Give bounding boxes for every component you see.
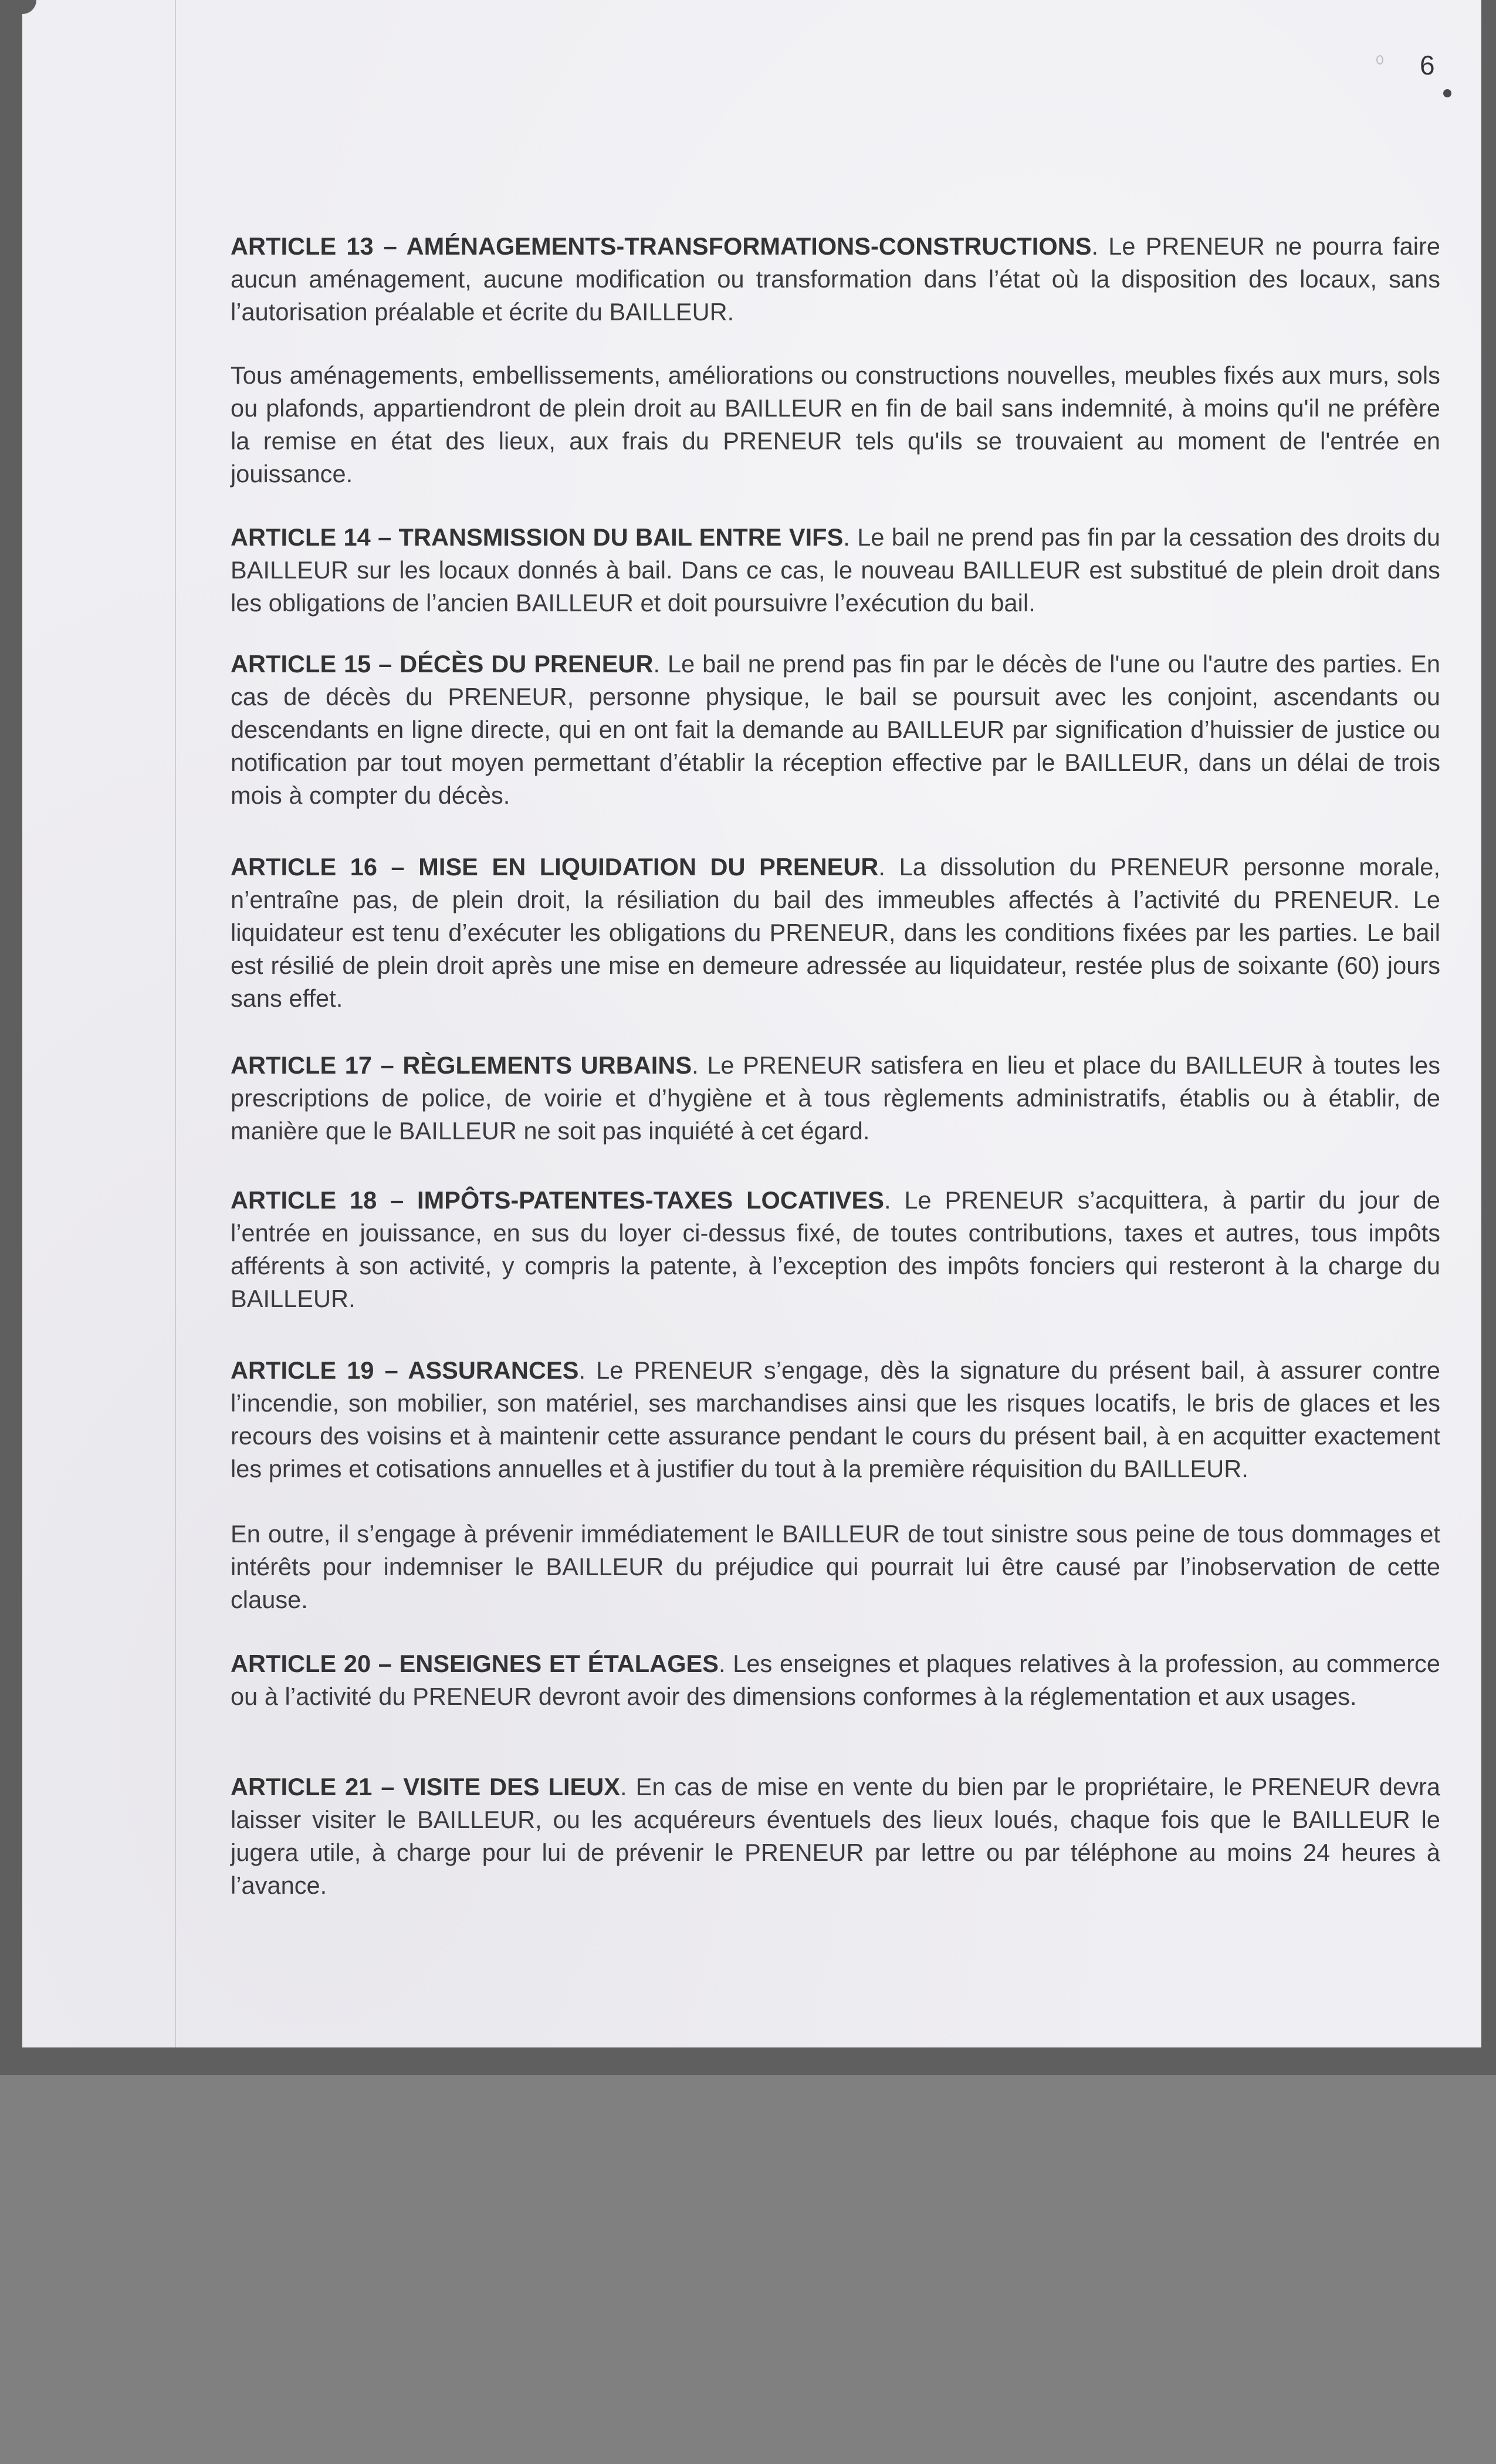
article-heading: ARTICLE 14 – TRANSMISSION DU BAIL ENTRE VIFS	[231, 523, 844, 551]
article-body: . Le PRENEUR s’acquittera, à partir du jour de l’entrée en jouissance, en sus du loyer ci-dessus fixé, de toutes contributions, taxes et autres, tous impôts afférents à son activité, y compris la patente, à l’exception des impôts fonciers qui resteront à la charge du BAILLEUR.	[231, 1186, 1440, 1312]
article-16	[231, 851, 1440, 1015]
article-body: . Les enseignes et plaques relatives à la profession, au commerce ou à l’activité du PRENEUR devront avoir des dimensions conformes à la réglementation et aux usages.	[231, 1650, 1440, 1710]
article-body: . Le PRENEUR satisfera en lieu et place du BAILLEUR à toutes les prescriptions de police, de voirie et d’hygiène et à tous règlements administratifs, établis ou à établir, de manière que le BAILLEUR ne soit pas inquiété à cet égard.	[231, 1051, 1440, 1145]
article-heading: ARTICLE 21 – VISITE DES LIEUX	[231, 1773, 621, 1800]
article-heading: ARTICLE 15 – DÉCÈS DU PRENEUR	[231, 650, 654, 678]
article-14	[231, 521, 1440, 620]
article-body: . En cas de mise en vente du bien par le propriétaire, le PRENEUR devra laisser visiter le BAILLEUR, ou les acquéreurs éventuels des lieux loués, chaque fois que le BAILLEUR le jugera utile, à charge pour lui de prévenir le PRENEUR par lettre ou par téléphone au moins 24 heures à l’avance.	[231, 1773, 1440, 1899]
article-13	[231, 230, 1440, 329]
article-body: . Le bail ne prend pas fin par le décès de l'une ou l'autre des parties. En cas de décès du PRENEUR, personne physique, le bail se poursuit avec les conjoint, ascendants ou descendants en ligne directe, qui en ont fait la demande au BAILLEUR par signification d’huissier de justice ou notification par tout moyen permettant d’établir la réception effective par le BAILLEUR, dans un délai de trois mois à compter du décès.	[231, 650, 1440, 809]
staple-hole-icon	[1443, 89, 1451, 97]
article-19-paragraph-2	[231, 1518, 1440, 1616]
article-heading: ARTICLE 17 – RÈGLEMENTS URBAINS	[231, 1051, 692, 1079]
fold-line	[175, 0, 176, 2047]
article-21	[231, 1771, 1440, 1902]
article-body: . Le bail ne prend pas fin par la cessation des droits du BAILLEUR sur les locaux donnés à bail. Dans ce cas, le nouveau BAILLEUR est substitué de plein droit dans les obligations de l’ancien BAILLEUR et doit poursuivre l’exécution du bail.	[231, 523, 1440, 617]
article-body: . La dissolution du PRENEUR personne morale, n’entraîne pas, de plein droit, la résiliation du bail des immeubles affectés à l’activité du PRENEUR. Le liquidateur est tenu d’exécuter les obligations du PRENEUR, dans les conditions fixées par les parties. Le bail est résilié de plein droit après une mise en demeure adressée au liquidateur, restée plus de soixante (60) jours sans effet.	[231, 853, 1440, 1012]
page-number: 6	[1420, 50, 1435, 80]
article-heading: ARTICLE 19 – ASSURANCES	[231, 1356, 579, 1384]
article-heading: ARTICLE 20 – ENSEIGNES ET ÉTALAGES	[231, 1650, 719, 1677]
article-15	[231, 648, 1440, 812]
article-13-paragraph-2	[231, 359, 1440, 490]
article-body: En outre, il s’engage à prévenir immédiatement le BAILLEUR de tout sinistre sous peine de tous dommages et intérêts pour indemniser le BAILLEUR du préjudice qui pourrait lui être causé par l’inobservation de cette clause.	[231, 1520, 1440, 1613]
staple-hole-icon	[1376, 55, 1383, 65]
article-heading: ARTICLE 16 – MISE EN LIQUIDATION DU PRENEUR	[231, 853, 879, 881]
article-heading: ARTICLE 13 – AMÉNAGEMENTS-TRANSFORMATIONS-CONSTRUCTIONS	[231, 232, 1092, 260]
article-17	[231, 1049, 1440, 1148]
article-19	[231, 1354, 1440, 1485]
article-body: . Le PRENEUR s’engage, dès la signature du présent bail, à assurer contre l’incendie, son mobilier, son matériel, ses marchandises ainsi que les risques locatifs, le bris de glaces et les recours des voisins et à maintenir cette assurance pendant le cours du présent bail, à en acquitter exactement les primes et cotisations annuelles et à justifier du tout à la première réquisition du BAILLEUR.	[231, 1356, 1440, 1483]
article-18	[231, 1184, 1440, 1315]
article-20	[231, 1647, 1440, 1713]
article-heading: ARTICLE 18 – IMPÔTS-PATENTES-TAXES LOCATIVES	[231, 1186, 884, 1214]
article-body: Tous aménagements, embellissements, améliorations ou constructions nouvelles, meubles fixés aux murs, sols ou plafonds, appartiendront de plein droit au BAILLEUR en fin de bail sans indemnité, à moins qu'il ne préfère la remise en état des lieux, aux frais du PRENEUR tels qu'ils se trouvaient au moment de l'entrée en jouissance.	[231, 361, 1440, 488]
article-body: . Le PRENEUR ne pourra faire aucun aménagement, aucune modification ou transformation dans l’état où la disposition des locaux, sans l’autorisation préalable et écrite du BAILLEUR.	[231, 232, 1440, 326]
